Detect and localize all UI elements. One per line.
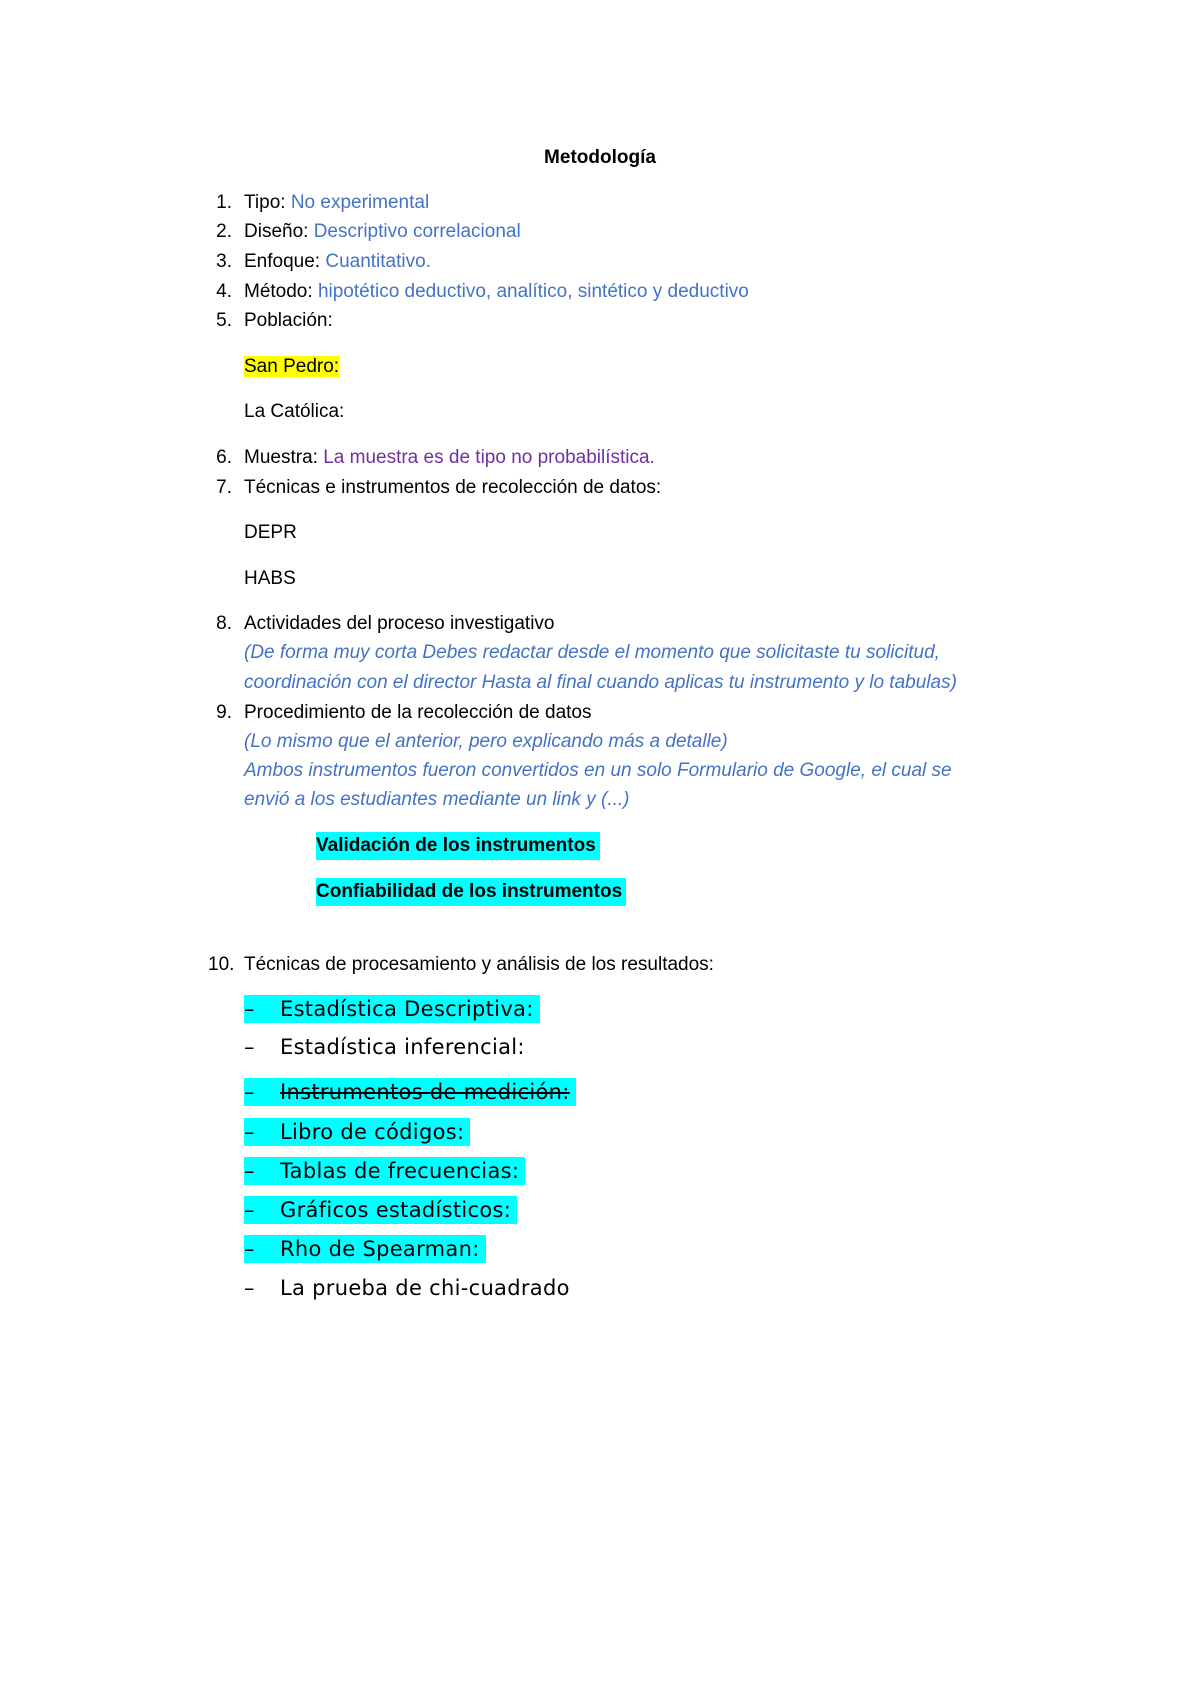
analisis-item [244, 1196, 517, 1224]
list-number: 6. [216, 447, 232, 468]
item-label: Método: [244, 281, 313, 302]
list-number: 5. [216, 310, 232, 331]
dash-bullet: – [244, 1276, 255, 1300]
poblacion-san-pedro: San Pedro: [244, 356, 340, 377]
dash-bullet: – [244, 1080, 255, 1104]
analisis-item [244, 1235, 486, 1263]
list-number: 4. [216, 281, 232, 302]
item-label: Actividades del proceso investigativo [244, 613, 555, 634]
item-value: Cuantitativo. [325, 251, 431, 272]
poblacion-la-catolica: La Católica: [244, 401, 345, 422]
analisis-text: La prueba de chi-cuadrado [280, 1276, 570, 1300]
page-title: Metodología [544, 147, 656, 168]
analisis-item [244, 1274, 570, 1302]
dash-bullet: – [244, 997, 255, 1021]
item-value: hipotético deductivo, analítico, sintético y deductivo [317, 281, 749, 302]
dash-bullet: – [244, 1120, 255, 1144]
procedimiento-text-line1: Ambos instrumentos fueron convertidos en un solo Formulario de Google, el cual se [244, 760, 952, 781]
item-label: Tipo: [244, 192, 286, 213]
analisis-item [244, 1033, 525, 1061]
dash-bullet: – [244, 1035, 255, 1059]
analisis-item [244, 1157, 525, 1185]
analisis-text: Libro de códigos: [280, 1120, 465, 1144]
list-number: 10. [208, 954, 235, 975]
actividades-note-line2: coordinación con el director Hasta al final cuando aplicas tu instrumento y lo tabulas) [244, 672, 957, 693]
item-value: No experimental [290, 192, 430, 213]
list-number: 3. [216, 251, 232, 272]
analisis-text: Estadística inferencial: [280, 1035, 525, 1059]
item-label: Muestra: [244, 447, 318, 468]
item-value: La muestra es de tipo no probabilística. [323, 447, 655, 468]
item-label: Diseño: [244, 221, 309, 242]
list-number: 1. [216, 192, 232, 213]
list-number: 8. [216, 613, 232, 634]
item-value: Descriptivo correlacional [313, 221, 521, 242]
analisis-item [244, 1118, 470, 1146]
analisis-text: Estadística Descriptiva: [280, 997, 534, 1021]
item-label: Procedimiento de la recolección de datos [244, 702, 592, 723]
dash-bullet: – [244, 1159, 255, 1183]
item-label: Técnicas e instrumentos de recolección de datos: [244, 477, 662, 498]
instrumento-habs: HABS [244, 568, 296, 589]
subheading-confiabilidad: Confiabilidad de los instrumentos [316, 878, 626, 906]
item-label: Población: [244, 310, 333, 331]
analisis-item [244, 995, 540, 1023]
analisis-text: Instrumentos de medición: [280, 1080, 570, 1104]
subheading-validacion: Validación de los instrumentos [316, 832, 600, 860]
item-label: Enfoque: [244, 251, 321, 272]
list-number: 2. [216, 221, 232, 242]
dash-bullet: – [244, 1198, 255, 1222]
analisis-text: Rho de Spearman: [280, 1237, 480, 1261]
item-label: Técnicas de procesamiento y análisis de los resultados: [244, 954, 714, 975]
actividades-note-line1: (De forma muy corta Debes redactar desde el momento que solicitaste tu solicitud, [244, 642, 940, 663]
procedimiento-note: (Lo mismo que el anterior, pero explicando más a detalle) [244, 731, 728, 752]
procedimiento-text-line2: envió a los estudiantes mediante un link y (...) [244, 789, 630, 810]
analisis-text: Gráficos estadísticos: [280, 1198, 512, 1222]
analisis-text: Tablas de frecuencias: [280, 1159, 520, 1183]
dash-bullet: – [244, 1237, 255, 1261]
analisis-item-struck [244, 1078, 576, 1106]
instrumento-depr: DEPR [244, 522, 297, 543]
list-number: 7. [216, 477, 232, 498]
list-number: 9. [216, 702, 232, 723]
